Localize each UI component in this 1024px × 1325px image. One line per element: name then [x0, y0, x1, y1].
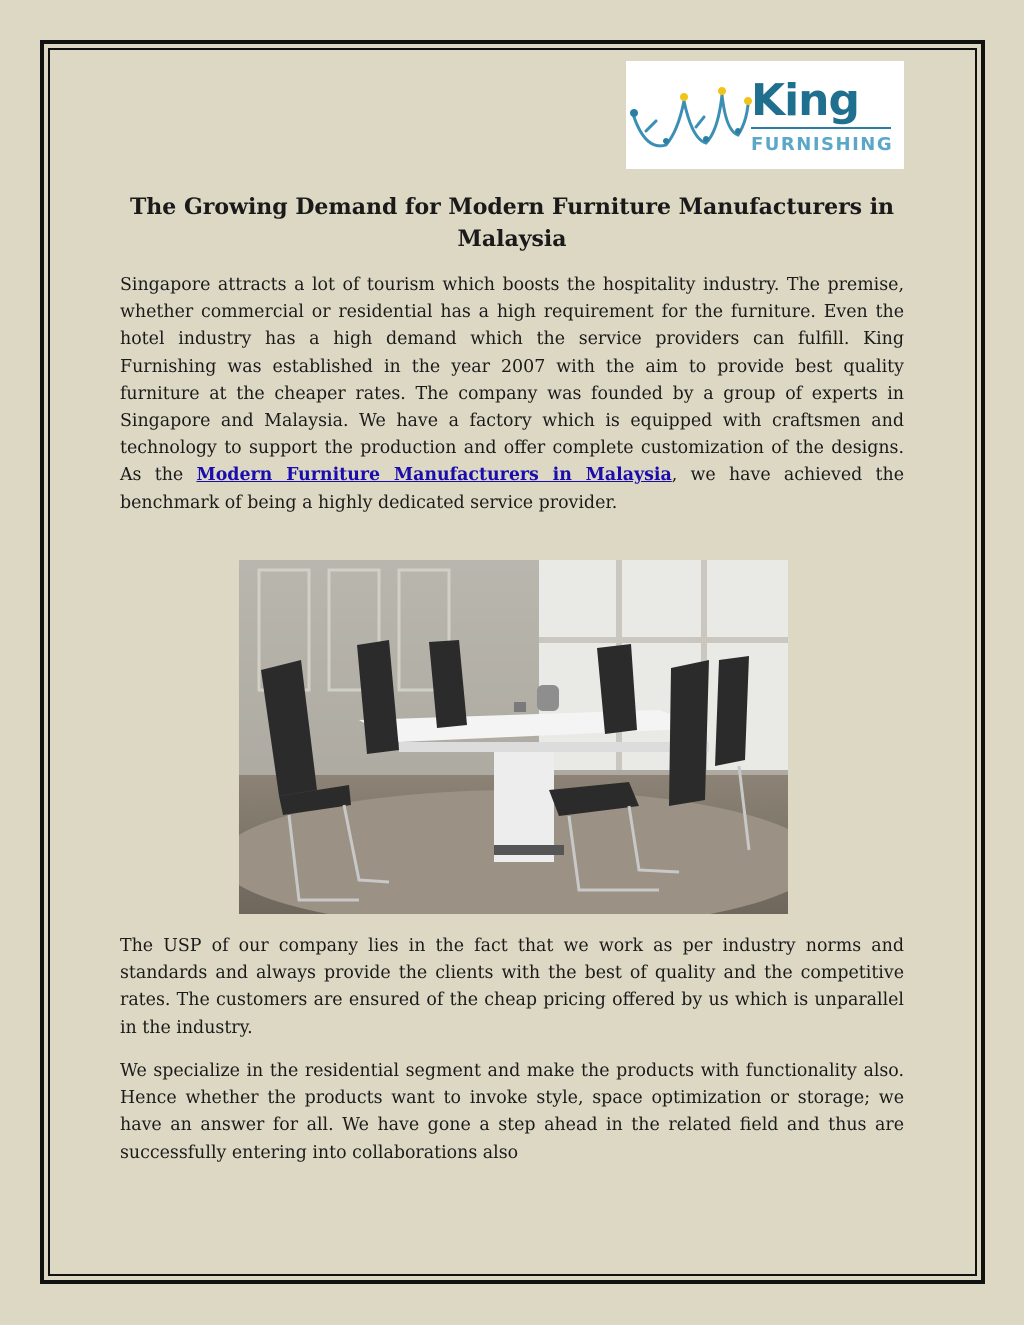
king-furnishing-logo [626, 61, 904, 169]
logo-subtitle: FURNISHING [751, 134, 894, 155]
intro-text-end: , we have achieved the benchmark of being a highly dedicated service provider. [120, 465, 904, 513]
specialization-paragraph: We specialize in the residential segment and make the products with functionality also. Hence whether the products want to invoke style, space optimization or storage; we have an answer for all. We have gone a step ahead in the related field and thus are successfully entering into collaborations also [120, 1061, 904, 1163]
intro-paragraph [120, 272, 904, 517]
modern-furniture-link[interactable]: Modern Furniture Manufacturers in Malaysia [196, 465, 672, 486]
logo-wordmark: King [751, 75, 859, 126]
intro-text: Singapore attracts a lot of tourism which boosts the hospitality industry. The premise, whether commercial or residential has a high requirement for the furniture. Even the hotel industry has a high demand which the service providers can fulfill. King Furnishing was established in the year 2007 with the aim to provide best quality furniture at the cheaper rates. The company was founded by a group of experts in Singapore and Malaysia. We have a factory which is equipped with craftsmen and technology to support the production and offer complete customization of the designs. As the [120, 275, 904, 486]
dining-set-photo [239, 560, 788, 914]
logo-divider [751, 127, 891, 129]
usp-paragraph: The USP of our company lies in the fact that we work as per industry norms and standards and always provide the clients with the best of quality and the competitive rates. The customers are ensured of the cheap pricing offered by us which is unparallel in the industry. [120, 936, 904, 1038]
document-title: The Growing Demand for Modern Furniture Manufacturers in Malaysia [129, 194, 895, 252]
